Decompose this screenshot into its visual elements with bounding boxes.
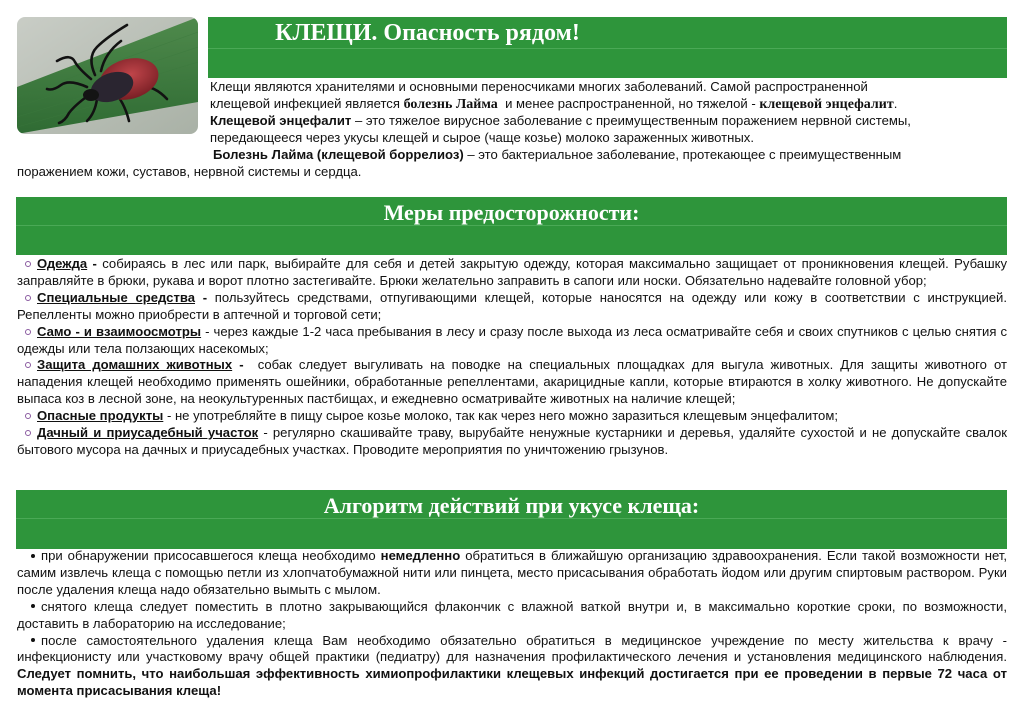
intro-line-5 — [213, 147, 901, 164]
intro-text: и менее распространенной, но тяжелой - — [497, 96, 760, 111]
bullet-dot-icon — [31, 604, 35, 608]
algorithm-list — [17, 548, 1007, 700]
precaution-separator: - — [87, 256, 103, 271]
circle-bullet-icon — [25, 329, 31, 335]
precautions-list — [17, 256, 1007, 459]
precaution-separator: - — [201, 323, 214, 339]
algorithm-step — [17, 548, 1007, 599]
algorithm-emphasis: немедленно — [380, 548, 461, 563]
precaution-separator: - — [258, 425, 273, 441]
precaution-term: Опасные продукты — [37, 408, 164, 424]
precaution-text: через каждые 1-2 часа пребывания в лесу и сразу после выхода из леса осматривайте себя и своих спутников с целью снятия с одежды или тела ползающих насекомых; — [17, 323, 1007, 356]
precaution-item — [17, 324, 1007, 358]
algorithm-text: при обнаружении присосавшегося клеща необходимо — [41, 548, 381, 563]
bullet-dot-icon — [31, 638, 35, 642]
page-title: КЛЕЩИ. Опасность рядом! — [275, 20, 580, 46]
intro-line-6: поражением кожи, суставов, нервной системы и сердца. — [17, 164, 362, 179]
precaution-item — [17, 425, 1007, 459]
precaution-separator: - — [195, 289, 215, 305]
lyme-disease-term: болезнь Лайма — [403, 97, 498, 112]
algorithm-banner — [16, 490, 1007, 549]
intro-line-1: Клещи являются хранителями и основными переносчиками многих заболеваний. Самой распространенной — [210, 79, 868, 94]
circle-bullet-icon — [25, 362, 31, 368]
encephalitis-heading: Клещевой энцефалит — [210, 113, 352, 128]
algorithm-step — [17, 633, 1007, 701]
precaution-item — [17, 408, 1007, 425]
precaution-item — [17, 290, 1007, 324]
title-banner — [208, 17, 1007, 78]
algorithm-emphasis: Следует помнить, что наибольшая эффективность химиопрофилактики клещевых инфекций достигается при ее проведении в первые 72 часа от момента присасывания клеща! — [17, 666, 1007, 699]
precaution-term: Защита домашних животных — [37, 357, 233, 373]
precautions-title: Меры предосторожности: — [383, 200, 640, 225]
precaution-term: Дачный и приусадебный участок — [37, 425, 259, 441]
algorithm-text: после самостоятельного удаления клеща Вам необходимо обязательно обратиться в медицинское учреждение по месту жительства к врачу - инфекционисту или участковому врачу общей практики (педиатру) для назначения профилактического лечения и установления медицинского наблюдения. — [17, 632, 1007, 665]
bullet-dot-icon — [31, 554, 35, 558]
circle-bullet-icon — [25, 295, 31, 301]
algorithm-step — [17, 599, 1007, 633]
encephalitis-term: клещевой энцефалит — [759, 97, 894, 112]
intro-line-4: передающееся через укусы клещей и сырое (чаще козье) молоко зараженных животных. — [210, 130, 754, 145]
intro-text: – это тяжелое вирусное заболевание с преимущественным поражением нервной системы, — [351, 113, 911, 128]
intro-text: . — [893, 96, 898, 111]
algorithm-text: обратиться в ближайшую организацию здравоохранения. Если такой возможности нет, самим извлечь клеща с помощью петли из хлопчатобумажной нити или пинцета, место присасывания обработать йодом или другим спиртовым раствором. Руки после удаления клеща надо обязательно вымыть с мылом. — [17, 548, 1008, 597]
precaution-text: пользуйтесь средствами, отпугивающими клещей, которые наносятся на одежду или кожу в соответствии с инструкцией. Репелленты можно приобрести в аптечной и торговой сети; — [17, 289, 1007, 322]
precaution-term: Одежда — [37, 256, 88, 271]
precaution-text: регулярно скашивайте траву, вырубайте ненужные кустарники и деревья, удаляйте сухостой и не допускайте свалок бытового мусора на дачных и приусадебных участках. Проводите мероприятия по уничтожению грызунов. — [17, 425, 1008, 457]
precaution-item — [17, 357, 1007, 408]
algorithm-text: снятого клеща следует поместить в плотно закрывающийся флакончик с влажной ваткой внутри и, в максимально короткие сроки, по возможности, доставить в лабораторию на исследование; — [17, 598, 1007, 631]
intro-line-2 — [210, 96, 897, 114]
banner-divider — [208, 48, 1007, 49]
intro-text: клещевой инфекцией является — [210, 96, 404, 111]
circle-bullet-icon — [25, 413, 31, 419]
circle-bullet-icon — [25, 430, 31, 436]
precaution-text: собираясь в лес или парк, выбирайте для себя и детей закрытую одежду, которая максимально защищает от проникновения клещей. Рубашку заправляйте в брюки, рукава и ворот плотно застегивайте. Брюки желательно заправить в сапоги или носки. Обязательно надевайте головной убор; — [17, 256, 1007, 288]
precaution-term: Само - и взаимоосмотры — [37, 323, 202, 339]
intro-text: – это бактериальное заболевание, протекающее с преимущественным — [463, 147, 902, 162]
lyme-heading: Болезнь Лайма (клещевой боррелиоз) — [213, 147, 464, 162]
algorithm-title: Алгоритм действий при укусе клеща: — [323, 493, 700, 518]
precaution-separator: - — [163, 408, 175, 424]
precaution-text: собак следует выгуливать на поводке на специальных площадках для выгула животных. Для защиты животного от нападения клещей необходимо применять ошейники, обработанные репеллентами, акарицидные капли, которые втираются в холку животного. Не допускайте выпаса коз в лесной зоне, на неокультуренных пастбищах, и ежедневно осматривайте животных на наличие клещей; — [17, 357, 1007, 407]
intro-line-3 — [210, 113, 911, 130]
precautions-banner — [16, 197, 1007, 255]
precaution-separator: - — [232, 357, 258, 373]
precaution-item — [17, 256, 1007, 290]
circle-bullet-icon — [25, 261, 31, 267]
precaution-term: Специальные средства — [37, 289, 196, 305]
precaution-text: не употребляйте в пищу сырое козье молоко, так как через него можно заразиться клещевым энцефалитом; — [174, 408, 838, 424]
